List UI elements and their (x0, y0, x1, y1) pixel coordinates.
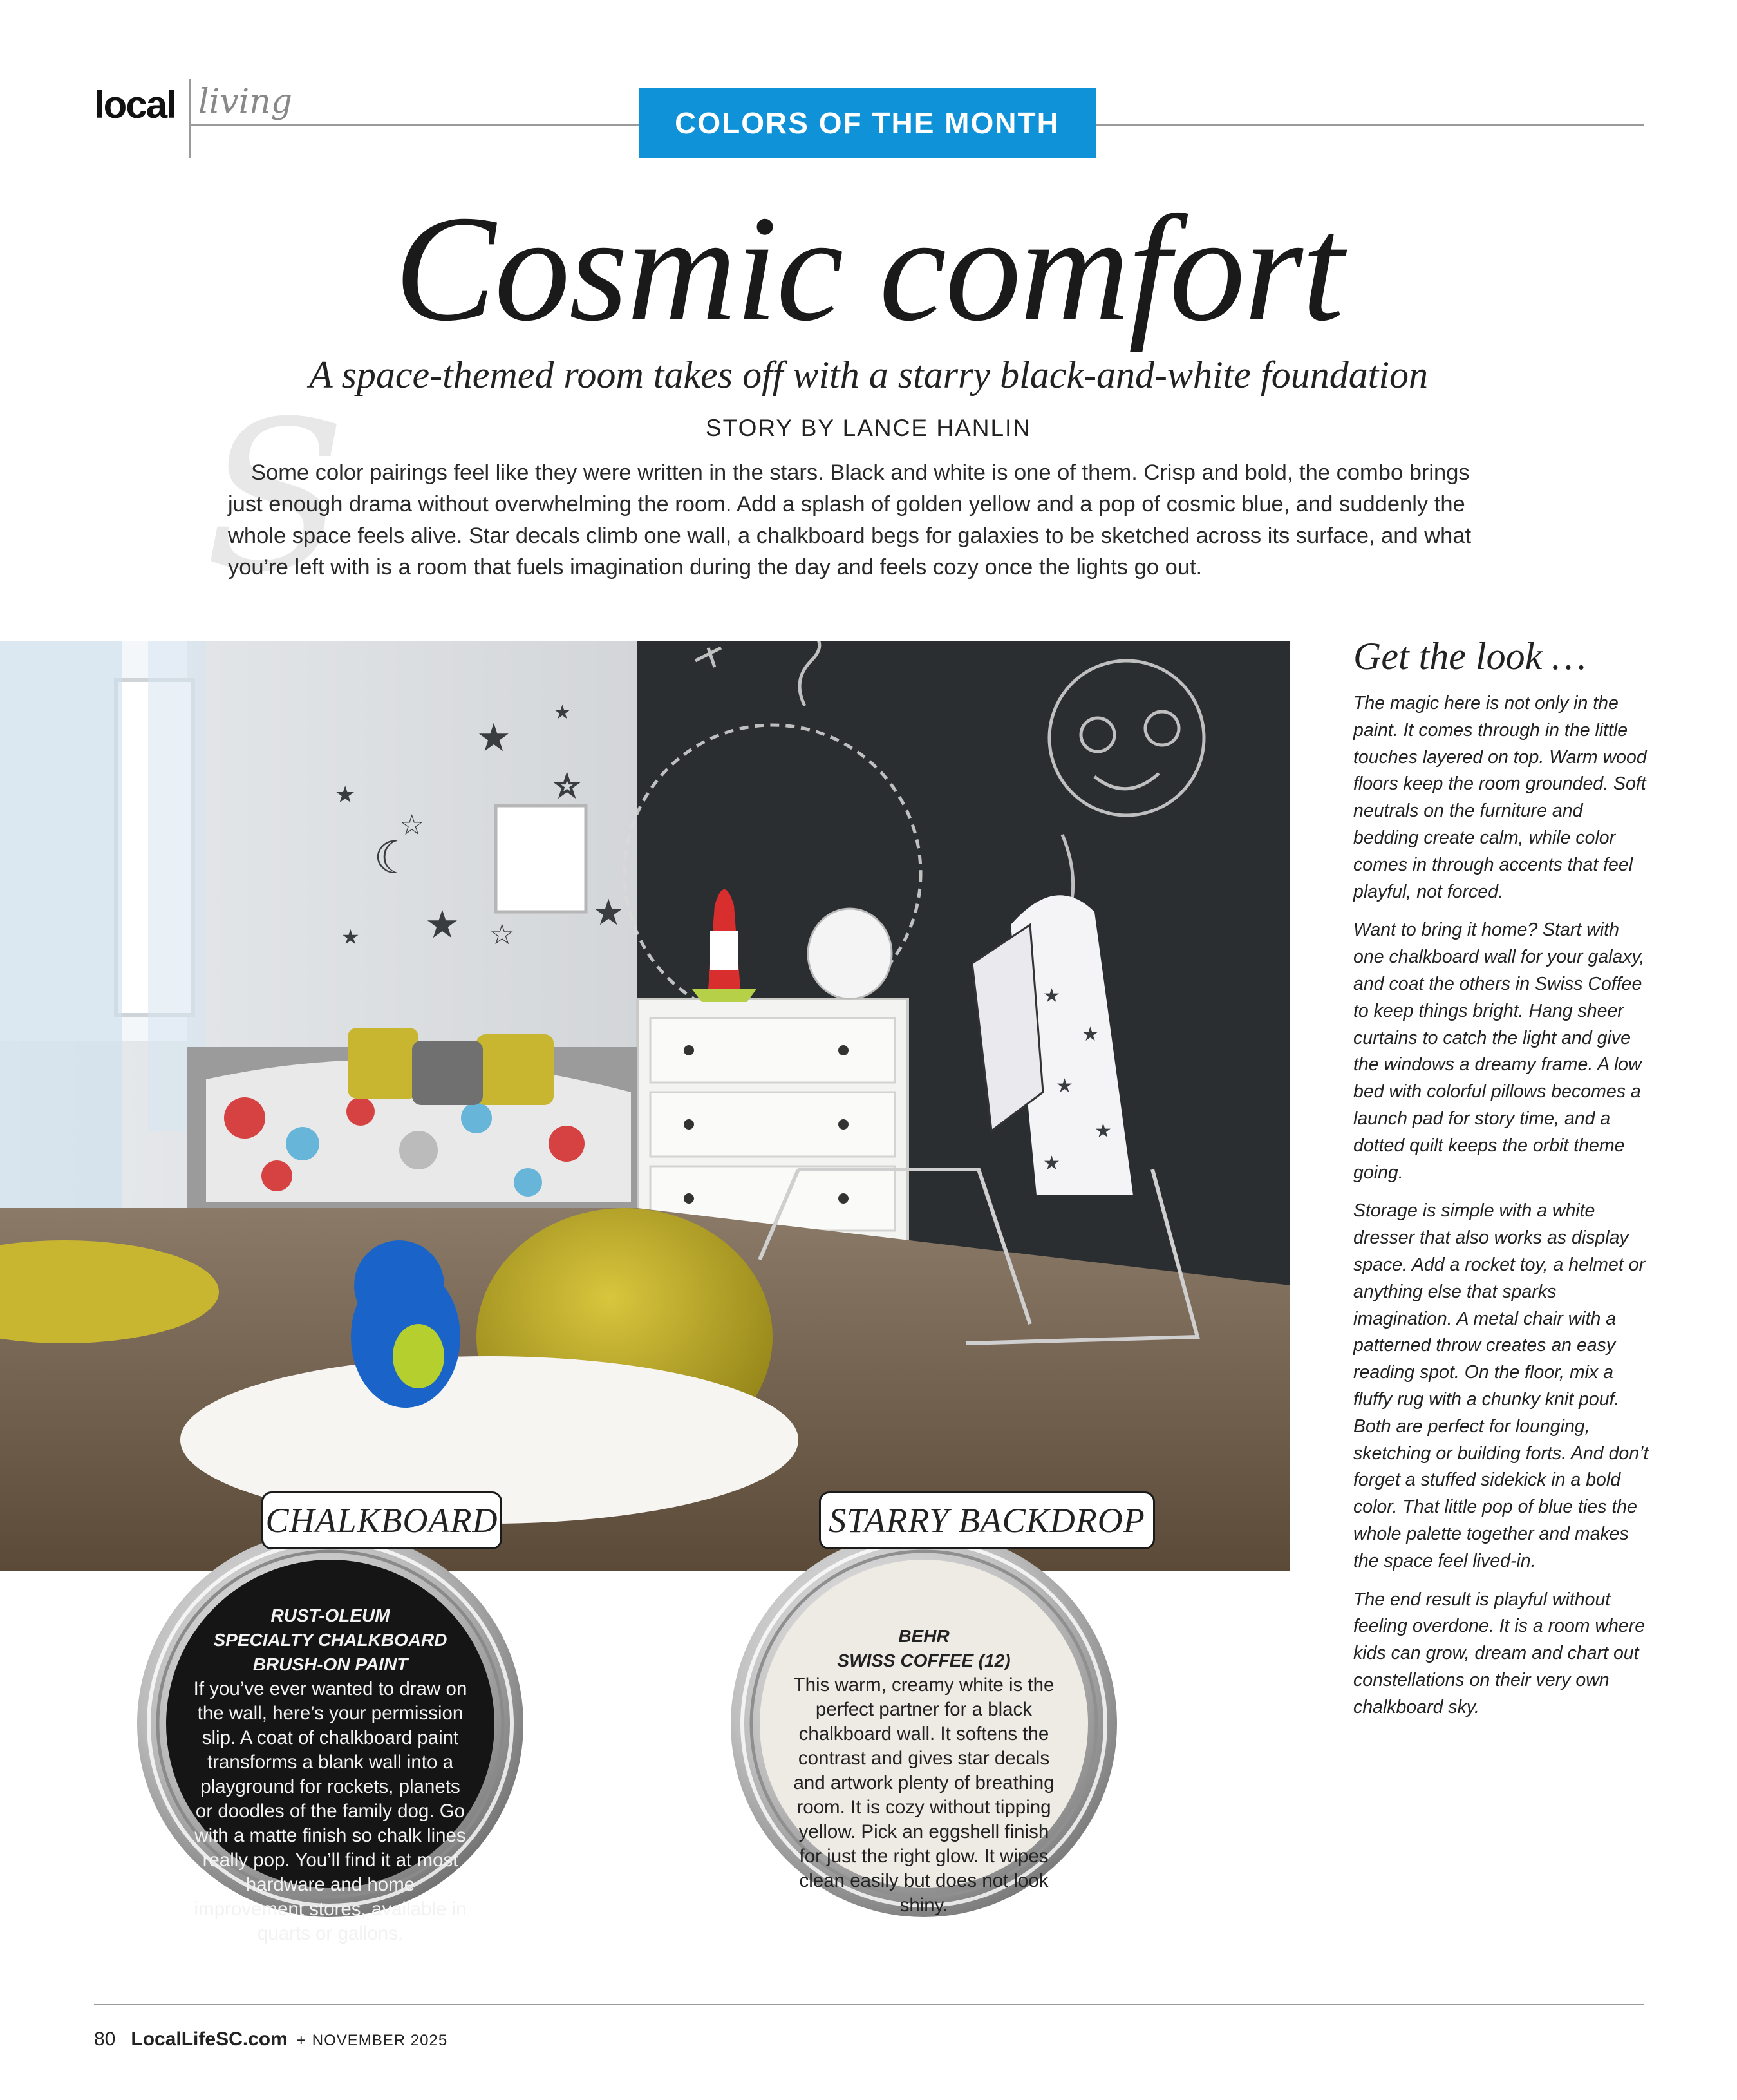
svg-text:☆: ☆ (554, 769, 581, 802)
sidebar-body (1353, 690, 1651, 1732)
footer (94, 2029, 447, 2050)
sidebar-heading: Get the look … (1353, 635, 1586, 677)
section-tag: COLORS OF THE MONTH (639, 88, 1096, 158)
brand-logo: local (94, 83, 176, 126)
brand-section-name: living (198, 82, 293, 121)
svg-text:★: ★ (1043, 1153, 1060, 1174)
room-photo (0, 641, 1290, 1571)
article-title: Cosmic comfort (394, 185, 1343, 353)
paint-can-chalkboard (134, 1528, 527, 1944)
sidebar-paragraph: The magic here is not only in the paint. It comes through in the little touches layered on top. Warm wood floors keep the room grounded. Soft neutrals on the furniture and bedding create calm, while color comes in through accents that feel playful, not forced. (1353, 693, 1647, 902)
svg-text:★: ★ (1043, 985, 1060, 1007)
brand-divider (189, 79, 191, 158)
paint-can-starry-backdrop (728, 1528, 1120, 1920)
footer-date: NOVEMBER 2025 (312, 2032, 448, 2049)
product-name-line: RUST-OLEUM (270, 1605, 390, 1625)
chalkboard-copy (192, 1603, 469, 1946)
svg-text:☾: ☾ (373, 831, 414, 884)
product-description: This warm, creamy white is the perfect partner for a black chalkboard wall. It softens the contrast and gives star decals and artwork plenty of breathing room. It is cozy without tipping yellow. Pick an eggshell finish for just the right glow. It wipes clean easily but does not look shiny. (793, 1674, 1055, 1916)
swatch-label-starry-backdrop: STARRY BACKDROP (819, 1491, 1155, 1549)
article-intro: Some color pairings feel like they were written in the stars. Black and white is one of them. Crisp and bold, the combo brings just enough drama without overwhelming the room. Add a splash of golden yellow and a pop of cosmic blue, and suddenly the whole space feels alive. Star decals climb one wall, a chalkboard begs for galaxies to be sketched across its surface, and what you’re left with is a room that fuels imagination during the day and feels cozy once the lights go out. (228, 460, 1472, 580)
svg-text:★: ★ (1094, 1121, 1112, 1142)
product-name-line: SWISS COFFEE (12) (837, 1651, 1011, 1670)
room-photo-illustration (0, 641, 1290, 1571)
swatch-label-chalkboard: CHALKBOARD (261, 1491, 502, 1549)
svg-text:★: ★ (592, 892, 625, 932)
article-dek: A space-themed room takes off with a starry black-and-white foundation (308, 354, 1429, 396)
footer-site[interactable]: LocalLifeSC.com (131, 2029, 288, 2050)
product-description: If you’ve ever wanted to draw on the wall, here’s your permission slip. A coat of chalkboard paint transforms a blank wall into a playground for rockets, planets or doodles of the family dog. Go with a matte finish so chalk lines really pop. You’ll find it at most hardware and home improvement stores, available in quarts or gallons. (193, 1678, 467, 1944)
svg-text:★: ★ (554, 702, 571, 723)
footer-separator: + (296, 2032, 306, 2049)
drop-cap: S (205, 377, 346, 617)
starry-copy (789, 1624, 1059, 1918)
svg-text:☆: ☆ (399, 809, 425, 841)
svg-text:★: ★ (341, 925, 360, 949)
svg-text:★: ★ (425, 903, 460, 946)
svg-text:☆: ☆ (489, 919, 515, 951)
page-number: 80 (94, 2029, 116, 2050)
product-name-line: BRUSH-ON PAINT (252, 1654, 408, 1674)
sidebar-paragraph: Storage is simple with a white dresser that also works as display space. Add a rocket toy, a helmet or anything else that sparks imagination. A metal chair with a patterned throw creates an easy reading spot. On the floor, mix a fluffy rug with a chunky knit pouf. Both are perfect for lounging, sketching or building forts. And don’t forget a stuffed sidekick in a bold color. That little pop of blue ties the whole palette together and makes the space feel lived-in. (1353, 1200, 1649, 1571)
product-name-line: SPECIALTY CHALKBOARD (213, 1630, 447, 1650)
svg-text:★: ★ (1082, 1024, 1099, 1045)
article-byline: STORY BY LANCE HANLIN (705, 415, 1032, 441)
footer-rule (94, 2004, 1644, 2005)
product-name-line: BEHR (898, 1626, 950, 1646)
sidebar-paragraph: Want to bring it home? Start with one chalkboard wall for your galaxy, and coat the others in Swiss Coffee to keep things bright. Hang sheer curtains to catch the light and give the windows a dreamy frame. A low bed with colorful pillows becomes a launch pad for story time, and a dotted quilt keeps the orbit theme going. (1353, 920, 1645, 1183)
star-decal-1: ★ (476, 716, 511, 759)
svg-text:★: ★ (335, 781, 356, 808)
svg-text:★: ★ (1056, 1075, 1073, 1097)
sidebar-paragraph: The end result is playful without feeling overdone. It is a room where kids can grow, dream and chart out constellations on their very own chalkboard sky. (1353, 1589, 1646, 1717)
